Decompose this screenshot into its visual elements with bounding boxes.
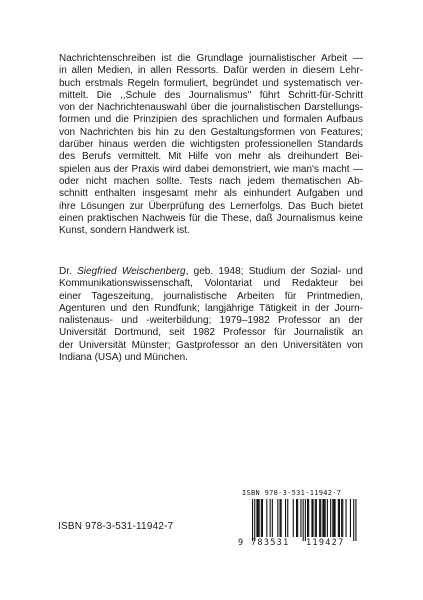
blurb-line: in allen Medien, in allen Ressorts. Dafür werden in diesem Lehr- [59,65,363,77]
barcode-guard-bar [254,499,255,541]
blurb-line: schnitt enthalten insgesamt mehr als einhundert Aufgaben und [59,188,363,200]
bio-line: Universität Dortmund, seit 1982 Professor für Journalistik an [59,327,363,339]
bio-line: der Universität Münster; Gastprofessor an den Universitäten von [59,339,363,351]
blurb-line: ihre Lösungen zur Überprüfung des Lernerfolgs. Das Buch bietet [59,200,363,212]
isbn-barcode [238,489,367,551]
blurb-line: von Nachrichten bis hin zu den Gestaltungsformen von Features; [59,126,363,138]
barcode-bar [322,499,323,537]
barcode-bar [324,499,325,537]
barcode-bar [297,499,298,537]
barcode-guard-bar [252,499,253,541]
blurb-line: oder nicht machen sollte. Tests nach jedem thematischen Ab- [59,175,363,187]
author-bio-paragraph [59,266,363,364]
blurb-line: darüber hinaus werden die wichtigsten professionellen Standards [59,139,363,151]
barcode-bar [281,499,282,537]
barcode-left-digits: 783531 [251,538,290,548]
barcode-bar [277,499,278,537]
barcode-bar [296,499,297,537]
bio-line: Agenturen und den Rundfunk; langjährige Tätigkeit in der Journ- [59,302,363,314]
blurb-line: formen und die Prinzipien des sprachlichen und formalen Aufbaus [59,114,363,126]
bio-prefix: Dr. [59,266,78,277]
blurb-line: Nachrichtenschreiben ist die Grundlage journalistischer Arbeit — [59,53,363,64]
blurb-paragraph [59,53,363,237]
barcode-bar [262,499,263,537]
barcode-bar [307,499,308,537]
barcode-bar [320,499,321,537]
barcode-bars [246,499,361,541]
barcode-bar [316,499,317,537]
barcode-bar [293,499,294,537]
bio-line: einer Tageszeitung, journalistische Arbeiten für Printmedien, [59,290,363,302]
isbn-text: ISBN 978-3-531-11942-7 [58,521,174,532]
barcode-bar [325,499,326,537]
barcode-bar [338,499,339,537]
barcode-bar [330,499,331,537]
barcode-bar [300,499,301,537]
blurb-line: von der Nachrichtenauswahl über die journalistischen Darstellungs- [59,102,363,114]
barcode-guard-bar [303,499,304,541]
barcode-bar [272,499,273,537]
barcode-bar [258,499,259,537]
barcode-bar [339,499,340,537]
blurb-line: spielen aus der Praxis wird dabei demonstriert, wie man's macht — [59,163,363,175]
author-name: Siegfried Weischenberg [77,266,186,277]
bio-line: Indiana (USA) und München. [59,352,188,364]
bio-line: nalistenaus- und -weiterbildung; 1979–1982 Professor an der [59,315,363,327]
barcode-bar [332,499,333,537]
barcode-bar [333,499,334,537]
blurb-line: buch erstmals Regeln formuliert, begründet und systematisch ver- [59,77,363,89]
bio-first-line [59,266,363,278]
blurb-line: mittelt. Die ,,Schule des Journalismus'' führt Schritt-für-Schritt [59,89,363,101]
barcode-lead-digit: 9 [238,538,245,548]
barcode-bar [308,499,309,537]
barcode-bar [285,499,286,537]
barcode-bar [280,499,281,537]
barcode-bar [256,499,257,537]
barcode-bar [287,499,288,537]
barcode-guard-bar [353,499,354,541]
barcode-bar [311,499,312,537]
barcode-bar [319,499,320,537]
barcode-bar [270,499,271,537]
barcode-isbn-caption: ISBN 978-3-531-11942-7 [242,489,342,497]
barcode-bar [327,499,328,537]
blurb-line: einen praktischen Nachweis für die These, daß Journalismus keine [59,212,363,224]
bio-line: Kommunikationswissenschaft, Volontariat und Redakteur bei [59,278,363,290]
barcode-guard-bar [355,499,356,541]
barcode-bar [266,499,267,537]
barcode-bar [335,499,336,537]
barcode-bar [350,499,351,537]
blurb-line: des Berufs vermittelt. Mit Hilfe von mehr als dreihundert Bei- [59,151,363,163]
barcode-right-digits: 119427 [306,538,345,548]
blurb-line: Kunst, sondern Handwerk ist. [59,225,190,237]
barcode-bar [346,499,347,537]
bio-first-line-rest: , geb. 1948; Studium der Sozial- und [185,266,363,277]
barcode-bar [259,499,260,537]
barcode-bar [315,499,316,537]
barcode-bar [261,499,262,537]
barcode-guard-bar [305,499,306,541]
barcode-bar [313,499,314,537]
barcode-bar [342,499,343,537]
barcode-bar [341,499,342,537]
